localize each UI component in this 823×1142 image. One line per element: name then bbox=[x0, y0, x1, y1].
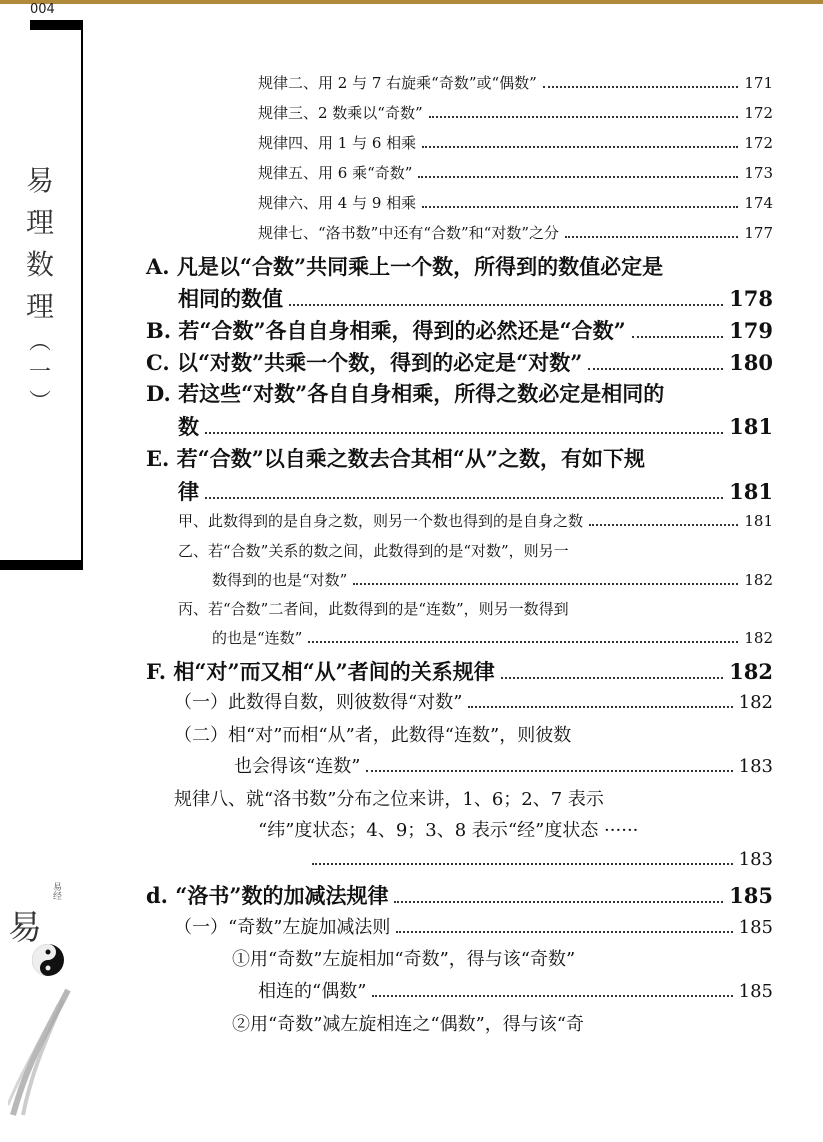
toc-entry[interactable] bbox=[174, 688, 773, 714]
toc-entry[interactable] bbox=[178, 283, 773, 313]
toc-entry-title: 相同的数值 bbox=[178, 286, 283, 311]
toc-entry[interactable] bbox=[258, 192, 773, 213]
toc-entry-title: （一）此数得自数，则彼数得“对数” bbox=[174, 692, 463, 713]
leader-dots bbox=[632, 336, 723, 338]
toc-entry-page: 178 bbox=[729, 286, 773, 311]
toc-entry-page: 182 bbox=[738, 692, 773, 713]
toc-entry-title: 规律二、用 2 与 7 右旋乘“奇数”或“偶数” bbox=[258, 74, 537, 92]
side-title-char: 易 bbox=[25, 164, 54, 197]
leader-dots bbox=[501, 677, 723, 679]
toc-entry-page: 182 bbox=[744, 571, 773, 589]
toc-entry-title: 规律七、“洛书数”中还有“合数”和“对数”之分 bbox=[258, 224, 560, 242]
toc-entry-page: 177 bbox=[744, 224, 773, 242]
toc-entry-page: 182 bbox=[729, 659, 773, 684]
toc-entry-title[interactable]: （二）相“对”而相“从”者，此数得“连数”，则彼数 bbox=[174, 725, 572, 746]
toc-entry-page: 173 bbox=[744, 164, 773, 182]
leader-dots bbox=[588, 368, 723, 370]
toc-entry[interactable] bbox=[312, 849, 773, 870]
leader-dots bbox=[422, 146, 738, 148]
page-number: 004 bbox=[30, 2, 55, 17]
toc-entry-title: 规律六、用 4 与 9 相乘 bbox=[258, 194, 417, 212]
toc-entry[interactable] bbox=[146, 880, 773, 910]
toc-entry-page: 182 bbox=[744, 629, 773, 647]
toc-entry[interactable] bbox=[174, 913, 773, 939]
toc-entry-page: 185 bbox=[738, 917, 773, 938]
toc-entry-title: 律 bbox=[178, 479, 199, 504]
toc-entry-title: F. 相“对”而又相“从”者间的关系规律 bbox=[146, 659, 495, 684]
toc-entry-title: 数得到的也是“对数” bbox=[212, 571, 348, 589]
toc-entry-title: 相连的“偶数” bbox=[258, 981, 367, 1002]
side-title-volume: 一 bbox=[28, 360, 51, 385]
leader-dots bbox=[205, 432, 723, 434]
toc-entry-title: 规律三、2 数乘以“奇数” bbox=[258, 104, 423, 122]
toc-entry-title[interactable]: A. 凡是以“合数”共同乘上一个数，所得到的数值必定是 bbox=[146, 254, 664, 279]
toc-entry-title[interactable]: 规律八、就“洛书数”分布之位来讲，1、6；2、7 表示 bbox=[174, 789, 604, 810]
toc-entry-title: （一）“奇数”左旋加减法则 bbox=[174, 917, 391, 938]
toc-entry-title[interactable]: 丙、若“合数”二者间，此数得到的是“连数”，则另一数得到 bbox=[178, 600, 569, 618]
toc-entry-page: 183 bbox=[738, 849, 773, 870]
toc-entry-title: 规律五、用 6 乘“奇数” bbox=[258, 164, 413, 182]
toc-entry[interactable] bbox=[146, 347, 773, 377]
side-title-char: 理 bbox=[25, 290, 54, 323]
side-title-char: 数 bbox=[25, 248, 54, 281]
leader-dots bbox=[396, 931, 732, 933]
toc-entry[interactable] bbox=[258, 102, 773, 123]
toc-entry-page: 180 bbox=[729, 350, 773, 375]
leader-dots bbox=[429, 116, 739, 118]
toc-entry-title[interactable]: 乙、若“合数”关系的数之间，此数得到的是“对数”，则另一 bbox=[178, 542, 569, 560]
toc-entry-page: 185 bbox=[738, 981, 773, 1002]
toc-entry-title: 规律四、用 1 与 6 相乘 bbox=[258, 134, 417, 152]
leader-dots bbox=[372, 995, 732, 997]
logo-small-text: 易经 bbox=[51, 882, 61, 900]
toc-entry[interactable] bbox=[234, 752, 773, 778]
toc-entry[interactable] bbox=[178, 411, 773, 441]
leader-dots bbox=[565, 236, 738, 238]
toc-entry[interactable] bbox=[212, 569, 773, 590]
toc-entry-title[interactable]: ②用“奇数”减左旋相连之“偶数”，得与该“奇 bbox=[232, 1014, 585, 1035]
toc-entry-title: d. “洛书”数的加减法规律 bbox=[146, 883, 389, 908]
leader-dots bbox=[308, 641, 738, 643]
toc-entry-page: 183 bbox=[738, 756, 773, 777]
toc-entry-page: 181 bbox=[729, 414, 773, 439]
leader-dots bbox=[543, 86, 739, 88]
toc-entry-title: 也会得该“连数” bbox=[234, 756, 361, 777]
leader-dots bbox=[418, 176, 738, 178]
leader-dots bbox=[289, 304, 723, 306]
toc-entry-page: 172 bbox=[744, 134, 773, 152]
side-title-char: 理 bbox=[25, 206, 54, 239]
leader-dots bbox=[468, 706, 732, 708]
toc-entry[interactable] bbox=[258, 162, 773, 183]
toc-entry[interactable] bbox=[146, 656, 773, 686]
toc-entry-page: 171 bbox=[744, 74, 773, 92]
toc-entry-page: 179 bbox=[729, 318, 773, 343]
leader-dots bbox=[394, 901, 723, 903]
toc-entry-page: 185 bbox=[729, 883, 773, 908]
toc-entry-title: C. 以“对数”共乘一个数，得到的必定是“对数” bbox=[146, 350, 583, 375]
leader-dots bbox=[589, 524, 738, 526]
leader-dots bbox=[312, 863, 733, 865]
toc-entry-title[interactable]: D. 若这些“对数”各自自身相乘，所得之数必定是相同的 bbox=[146, 381, 665, 406]
toc-entry-title: 的也是“连数” bbox=[212, 629, 303, 647]
leader-dots bbox=[205, 497, 723, 499]
toc-entry-page: 174 bbox=[744, 194, 773, 212]
logo-char: 易 bbox=[8, 908, 42, 948]
side-title-paren-close: ︶ bbox=[28, 390, 51, 415]
toc-entry[interactable] bbox=[258, 222, 773, 243]
toc-entry-title[interactable]: “纬”度状态；4、9；3、8 表示“经”度状态 ······ bbox=[258, 820, 639, 841]
toc-entry-title: 甲、此数得到的是自身之数，则另一个数也得到的是自身之数 bbox=[178, 512, 584, 530]
toc-entry[interactable] bbox=[212, 627, 773, 648]
toc-entry[interactable] bbox=[146, 315, 773, 345]
leader-dots bbox=[422, 206, 738, 208]
toc-entry[interactable] bbox=[258, 132, 773, 153]
toc-entry-title[interactable]: E. 若“合数”以自乘之数去合其相“从”之数，有如下规 bbox=[146, 446, 645, 471]
toc-entry-page: 181 bbox=[744, 512, 773, 530]
toc-entry-page: 172 bbox=[744, 104, 773, 122]
toc-entry[interactable] bbox=[178, 510, 773, 531]
leader-dots bbox=[366, 770, 732, 772]
toc-entry-title: B. 若“合数”各自自身相乘，得到的必然还是“合数” bbox=[146, 318, 626, 343]
toc-entry[interactable] bbox=[178, 476, 773, 506]
side-title-paren-open: ︵ bbox=[28, 330, 51, 355]
toc-entry-page: 181 bbox=[729, 479, 773, 504]
toc-entry[interactable] bbox=[258, 977, 773, 1003]
toc-entry-title: 数 bbox=[178, 414, 199, 439]
leader-dots bbox=[353, 583, 738, 585]
toc-entry[interactable] bbox=[258, 72, 773, 93]
toc-entry-title[interactable]: ①用“奇数”左旋相加“奇数”，得与该“奇数” bbox=[232, 949, 576, 970]
